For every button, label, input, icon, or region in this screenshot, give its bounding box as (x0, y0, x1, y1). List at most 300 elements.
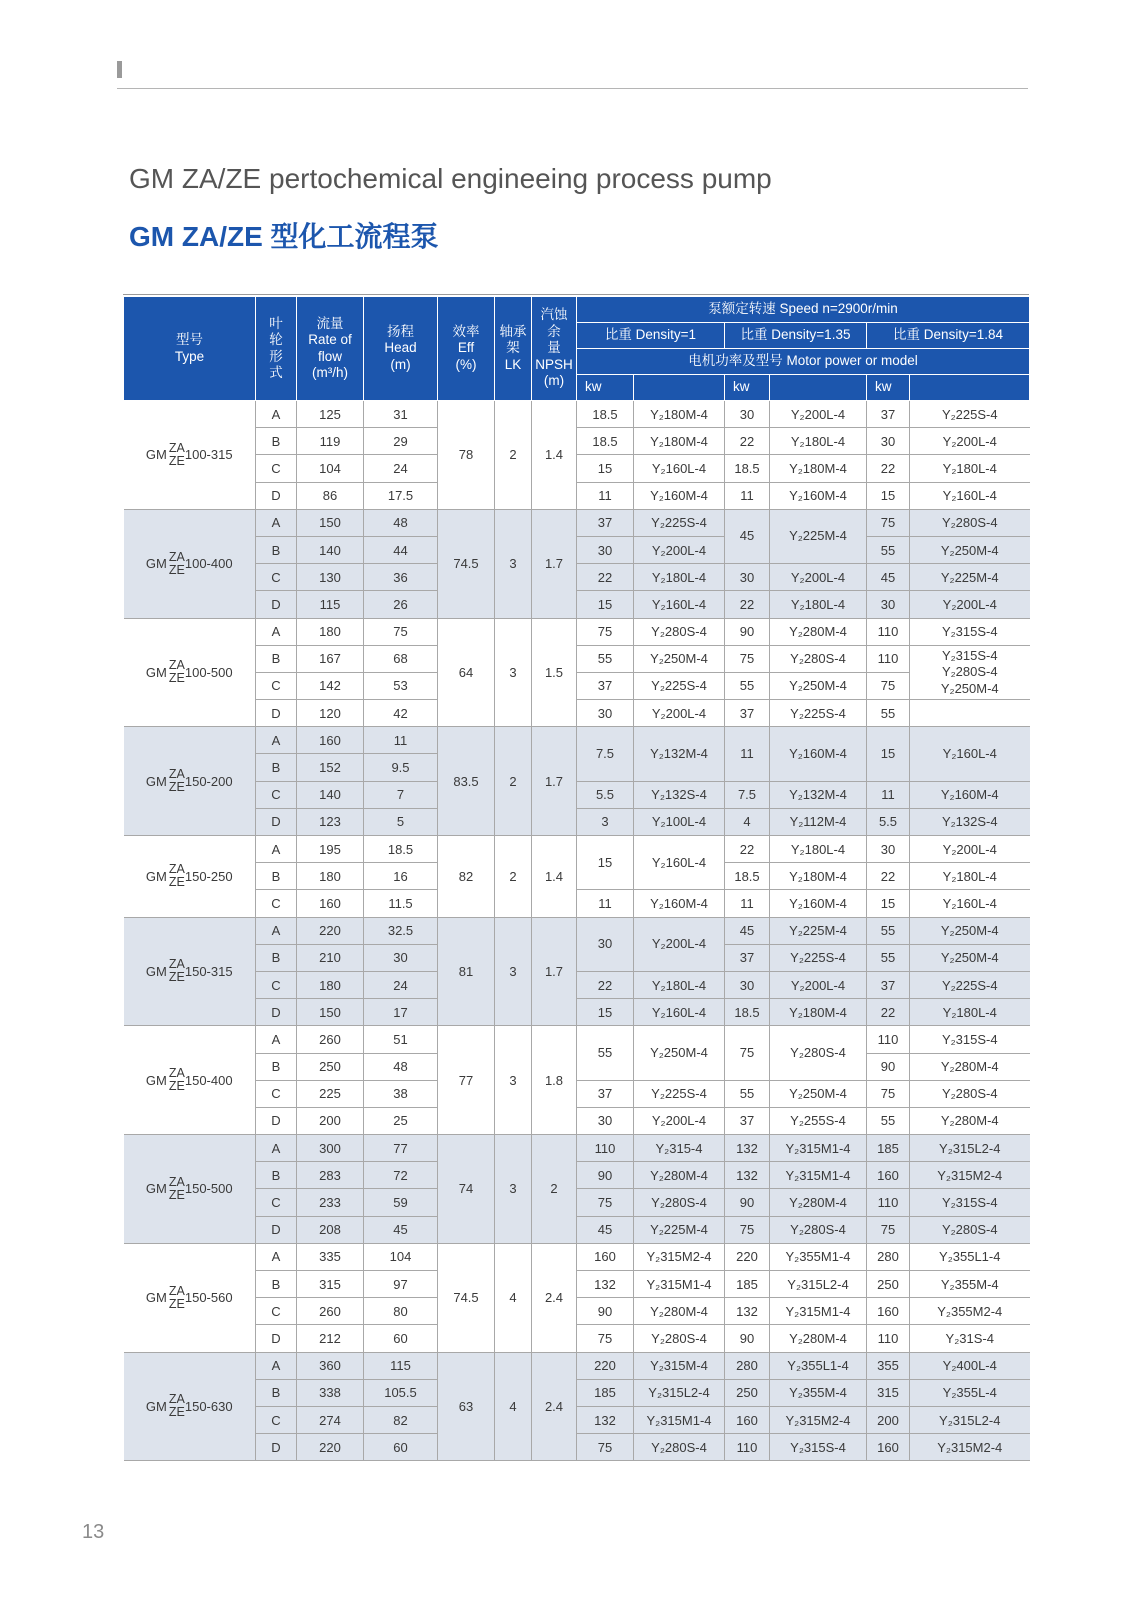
head-cell: 44 (364, 536, 438, 563)
flow-cell: 104 (297, 455, 364, 482)
power-kw-cell: 11 (725, 890, 770, 917)
model-size: 100-500 (184, 664, 233, 680)
motor-model-cell: Y₂280M-4 (634, 1298, 725, 1325)
power-kw-cell: 55 (577, 1026, 634, 1080)
power-kw-cell: 132 (577, 1406, 634, 1433)
power-kw-cell: 90 (725, 1325, 770, 1352)
impeller-cell: D (256, 1216, 297, 1243)
power-kw-cell: 30 (577, 917, 634, 971)
npsh-cell: 1.7 (532, 509, 577, 618)
motor-model-cell: Y₂315M2-4 (910, 1434, 1030, 1461)
table-row (124, 509, 1030, 536)
head-cell: 24 (364, 971, 438, 998)
flow-cell: 160 (297, 890, 364, 917)
head-cell: 97 (364, 1271, 438, 1298)
head-cell: 38 (364, 1080, 438, 1107)
model-variant-top: ZA (168, 440, 185, 455)
head-cell: 25 (364, 1107, 438, 1134)
power-kw-cell: 11 (867, 781, 910, 808)
model-prefix: GM (145, 664, 167, 680)
power-kw-cell: 11 (577, 482, 634, 509)
motor-model-cell: Y₂180L-4 (910, 863, 1030, 890)
power-kw-cell: 160 (725, 1406, 770, 1433)
impeller-cell: A (256, 618, 297, 645)
flow-cell: 119 (297, 428, 364, 455)
head-cell: 45 (364, 1216, 438, 1243)
impeller-cell: B (256, 1379, 297, 1406)
motor-model-cell: Y₂160L-4 (910, 482, 1030, 509)
motor-model-cell: Y₂160L-4 (634, 836, 725, 890)
motor-model-cell: Y₂255S-4 (770, 1107, 867, 1134)
header-head: 扬程 Head (m) (364, 297, 438, 401)
head-cell: 5 (364, 808, 438, 835)
impeller-cell: B (256, 1053, 297, 1080)
model-size: 150-560 (184, 1290, 233, 1306)
head-cell: 26 (364, 591, 438, 618)
flow-cell: 260 (297, 1026, 364, 1053)
impeller-cell: C (256, 564, 297, 591)
eff-cell: 78 (438, 401, 495, 510)
table-row (124, 482, 1030, 509)
header-motor: 电机功率及型号 Motor power or model (577, 349, 1030, 375)
motor-model-cell: Y₂280S-4 (634, 1189, 725, 1216)
page-title-chinese: GM ZA/ZE 型化工流程泵 (129, 221, 439, 252)
power-kw-cell: 110 (725, 1434, 770, 1461)
table-row (124, 591, 1030, 618)
power-kw-cell: 55 (725, 1080, 770, 1107)
table-row (124, 1406, 1030, 1433)
motor-model-cell: Y₂250M-4 (910, 917, 1030, 944)
power-kw-cell: 30 (867, 428, 910, 455)
table-row (124, 781, 1030, 808)
header-model-3 (910, 375, 1030, 401)
head-cell: 68 (364, 645, 438, 672)
model-variant-bottom: ZE (168, 1187, 185, 1202)
power-kw-cell: 200 (867, 1406, 910, 1433)
power-kw-cell: 55 (867, 536, 910, 563)
head-cell: 42 (364, 700, 438, 727)
model-variant-bottom: ZE (168, 1405, 185, 1420)
impeller-cell: A (256, 917, 297, 944)
motor-model-cell: Y₂225S-4 (770, 944, 867, 971)
model-variants (169, 1176, 185, 1202)
power-kw-cell: 160 (867, 1298, 910, 1325)
motor-model-cell: Y₂200L-4 (910, 836, 1030, 863)
model-variant-top: ZA (168, 862, 185, 877)
npsh-cell: 1.7 (532, 727, 577, 836)
motor-model-cell: Y₂100L-4 (634, 808, 725, 835)
npsh-cell: 2.4 (532, 1352, 577, 1461)
motor-model-cell: Y₂315L2-4 (910, 1135, 1030, 1162)
impeller-cell: C (256, 781, 297, 808)
power-kw-cell: 160 (867, 1434, 910, 1461)
motor-model-cell: Y₂315M1-4 (770, 1135, 867, 1162)
flow-cell: 152 (297, 754, 364, 781)
table-row (124, 455, 1030, 482)
power-kw-cell: 11 (725, 482, 770, 509)
motor-model-cell: Y₂160L-4 (634, 591, 725, 618)
model-group (124, 917, 1030, 1026)
head-cell: 53 (364, 672, 438, 699)
header-model-2 (770, 375, 867, 401)
motor-model-cell: Y₂225S-4 (634, 1080, 725, 1107)
motor-model-cell: Y₂180L-4 (770, 428, 867, 455)
table-row (124, 1243, 1030, 1270)
power-kw-cell: 220 (725, 1243, 770, 1270)
power-kw-cell: 18.5 (725, 455, 770, 482)
power-kw-cell: 22 (867, 863, 910, 890)
motor-model-cell: Y₂280M-4 (770, 618, 867, 645)
lk-cell: 2 (495, 401, 532, 510)
motor-model-cell: Y₂200L-4 (910, 428, 1030, 455)
head-cell: 77 (364, 1135, 438, 1162)
motor-model-cell: Y₂280S-4 (770, 1216, 867, 1243)
model-variants (169, 958, 185, 984)
impeller-cell: C (256, 1080, 297, 1107)
impeller-cell: B (256, 754, 297, 781)
power-kw-cell: 250 (725, 1379, 770, 1406)
power-kw-cell: 55 (867, 917, 910, 944)
model-name (124, 509, 256, 618)
flow-cell: 315 (297, 1271, 364, 1298)
flow-cell: 210 (297, 944, 364, 971)
motor-model-cell: Y₂280M-4 (634, 1162, 725, 1189)
header-kw-3: kw (867, 375, 910, 401)
power-kw-cell: 15 (867, 482, 910, 509)
table-row (124, 1352, 1030, 1379)
table-row (124, 808, 1030, 835)
lk-cell: 3 (495, 509, 532, 618)
flow-cell: 283 (297, 1162, 364, 1189)
head-cell: 48 (364, 509, 438, 536)
lk-cell: 3 (495, 618, 532, 727)
motor-model-cell: Y₂225M-4 (770, 917, 867, 944)
flow-cell: 260 (297, 1298, 364, 1325)
head-cell: 51 (364, 1026, 438, 1053)
model-prefix: GM (145, 963, 167, 979)
power-kw-cell: 30 (577, 1107, 634, 1134)
model-group (124, 727, 1030, 836)
motor-model-cell: Y₂355M1-4 (770, 1243, 867, 1270)
model-variants (169, 1285, 185, 1311)
motor-model-cell: Y₂200L-4 (634, 536, 725, 563)
motor-model-cell: Y₂180M-4 (770, 455, 867, 482)
power-kw-cell: 22 (725, 836, 770, 863)
power-kw-cell: 75 (725, 1216, 770, 1243)
power-kw-cell: 185 (867, 1135, 910, 1162)
motor-model-cell: Y₂315M2-4 (634, 1243, 725, 1270)
flow-cell: 338 (297, 1379, 364, 1406)
impeller-cell: C (256, 455, 297, 482)
impeller-cell: B (256, 944, 297, 971)
motor-model-cell: Y₂355L1-4 (910, 1243, 1030, 1270)
power-kw-cell: 185 (725, 1271, 770, 1298)
motor-model-cell: Y₂355M2-4 (910, 1298, 1030, 1325)
flow-cell: 200 (297, 1107, 364, 1134)
page-number: 13 (82, 1521, 105, 1543)
impeller-cell: D (256, 808, 297, 835)
flow-cell: 212 (297, 1325, 364, 1352)
impeller-cell: B (256, 645, 297, 672)
model-name (124, 618, 256, 727)
head-cell: 11 (364, 727, 438, 754)
motor-model-cell: Y₂315S-4 (910, 1026, 1030, 1053)
flow-cell: 233 (297, 1189, 364, 1216)
motor-model-cell: Y₂160L-4 (910, 890, 1030, 917)
head-cell: 24 (364, 455, 438, 482)
impeller-cell: D (256, 1434, 297, 1461)
model-name (124, 917, 256, 1026)
table-row (124, 1080, 1030, 1107)
motor-model-cell: Y₂225S-4 (910, 971, 1030, 998)
impeller-cell: B (256, 536, 297, 563)
power-kw-cell: 110 (867, 1325, 910, 1352)
motor-model-cell: Y₂200L-4 (910, 591, 1030, 618)
motor-model-cell: Y₂160L-4 (634, 455, 725, 482)
flow-cell: 123 (297, 808, 364, 835)
motor-model-cell: Y₂355L1-4 (770, 1352, 867, 1379)
power-kw-cell: 110 (867, 1189, 910, 1216)
model-name (124, 1352, 256, 1461)
power-kw-cell: 75 (577, 1189, 634, 1216)
power-kw-cell: 30 (725, 564, 770, 591)
header-kw-1: kw (577, 375, 634, 401)
impeller-cell: D (256, 591, 297, 618)
motor-model-cell: Y₂225M-4 (770, 509, 867, 563)
table-row (124, 999, 1030, 1026)
power-kw-cell: 90 (577, 1298, 634, 1325)
model-group (124, 1243, 1030, 1352)
impeller-cell: D (256, 1325, 297, 1352)
flow-cell: 125 (297, 401, 364, 428)
flow-cell: 150 (297, 509, 364, 536)
motor-model-cell: Y₂160M-4 (634, 482, 725, 509)
model-size: 150-630 (184, 1398, 233, 1414)
power-kw-cell: 280 (725, 1352, 770, 1379)
flow-cell: 115 (297, 591, 364, 618)
motor-model-cell: Y₂315M-4 (634, 1352, 725, 1379)
power-kw-cell: 15 (867, 890, 910, 917)
motor-model-cell: Y₂315S-4 Y₂280S-4 Y₂250M-4 (910, 645, 1030, 699)
motor-model-cell: Y₂200L-4 (770, 401, 867, 428)
flow-cell: 150 (297, 999, 364, 1026)
power-kw-cell: 37 (577, 509, 634, 536)
header-npsh: 汽蚀余 量 NPSH (m) (532, 297, 577, 401)
flow-cell: 250 (297, 1053, 364, 1080)
lk-cell: 2 (495, 727, 532, 836)
motor-model-cell: Y₂112M-4 (770, 808, 867, 835)
model-prefix: GM (145, 1398, 167, 1414)
model-variant-bottom: ZE (168, 671, 185, 686)
power-kw-cell: 37 (577, 1080, 634, 1107)
model-variants (169, 659, 185, 685)
eff-cell: 77 (438, 1026, 495, 1135)
head-cell: 7 (364, 781, 438, 808)
model-variants (169, 863, 185, 889)
motor-model-cell: Y₂200L-4 (634, 917, 725, 971)
npsh-cell: 1.7 (532, 917, 577, 1026)
model-prefix: GM (145, 447, 167, 463)
motor-model-cell: Y₂180L-4 (634, 971, 725, 998)
head-cell: 82 (364, 1406, 438, 1433)
head-cell: 17 (364, 999, 438, 1026)
header-density-184: 比重 Density=1.84 (867, 323, 1030, 349)
power-kw-cell: 18.5 (577, 428, 634, 455)
power-kw-cell: 55 (867, 1107, 910, 1134)
impeller-cell: C (256, 1406, 297, 1433)
motor-model-cell: Y₂160M-4 (770, 727, 867, 781)
motor-model-cell: Y₂280S-4 (910, 509, 1030, 536)
flow-cell: 208 (297, 1216, 364, 1243)
head-cell: 17.5 (364, 482, 438, 509)
flow-cell: 140 (297, 536, 364, 563)
power-kw-cell: 15 (867, 727, 910, 781)
power-kw-cell: 11 (577, 890, 634, 917)
power-kw-cell: 110 (867, 645, 910, 672)
model-variant-top: ZA (168, 1174, 185, 1189)
motor-model-cell: Y₂250M-4 (634, 1026, 725, 1080)
motor-model-cell: Y₂180L-4 (910, 455, 1030, 482)
power-kw-cell: 3 (577, 808, 634, 835)
motor-model-cell: Y₂180L-4 (634, 564, 725, 591)
model-variant-bottom: ZE (168, 1296, 185, 1311)
motor-model-cell: Y₂250M-4 (770, 672, 867, 699)
power-kw-cell: 5.5 (867, 808, 910, 835)
impeller-cell: C (256, 672, 297, 699)
motor-model-cell: Y₂315-4 (634, 1135, 725, 1162)
motor-model-cell: Y₂250M-4 (910, 944, 1030, 971)
motor-model-cell: Y₂280S-4 (910, 1216, 1030, 1243)
motor-model-cell: Y₂200L-4 (634, 1107, 725, 1134)
head-cell: 29 (364, 428, 438, 455)
power-kw-cell: 30 (725, 971, 770, 998)
npsh-cell: 1.4 (532, 401, 577, 510)
flow-cell: 160 (297, 727, 364, 754)
power-kw-cell: 22 (577, 971, 634, 998)
motor-model-cell: Y₂280M-4 (910, 1053, 1030, 1080)
flow-cell: 195 (297, 836, 364, 863)
motor-model-cell: Y₂225S-4 (634, 509, 725, 536)
power-kw-cell: 90 (725, 1189, 770, 1216)
header-density-1: 比重 Density=1 (577, 323, 725, 349)
model-name (124, 836, 256, 918)
motor-model-cell: Y₂180L-4 (770, 836, 867, 863)
header-rule (117, 88, 1028, 89)
power-kw-cell: 110 (867, 618, 910, 645)
lk-cell: 2 (495, 836, 532, 918)
eff-cell: 63 (438, 1352, 495, 1461)
model-variant-top: ZA (168, 1392, 185, 1407)
flow-cell: 180 (297, 863, 364, 890)
motor-model-cell: Y₂132M-4 (634, 727, 725, 781)
table-row (124, 1189, 1030, 1216)
header-impeller: 叶 轮 形 式 (256, 297, 297, 401)
impeller-cell: B (256, 428, 297, 455)
power-kw-cell: 37 (725, 700, 770, 727)
motor-model-cell: Y₂400L-4 (910, 1352, 1030, 1379)
power-kw-cell: 110 (577, 1135, 634, 1162)
table-header (124, 297, 1030, 401)
npsh-cell: 2.4 (532, 1243, 577, 1352)
power-kw-cell: 18.5 (725, 863, 770, 890)
motor-model-cell: Y₂132S-4 (910, 808, 1030, 835)
model-variants (169, 1393, 185, 1419)
model-group (124, 401, 1030, 510)
head-cell: 31 (364, 401, 438, 428)
model-variant-top: ZA (168, 767, 185, 781)
head-cell: 104 (364, 1243, 438, 1270)
power-kw-cell: 280 (867, 1243, 910, 1270)
power-kw-cell: 15 (577, 836, 634, 890)
power-kw-cell: 30 (577, 536, 634, 563)
motor-model-cell: Y₂250M-4 (910, 536, 1030, 563)
model-size: 100-315 (184, 447, 233, 463)
power-kw-cell: 185 (577, 1379, 634, 1406)
head-cell: 80 (364, 1298, 438, 1325)
header-density-135: 比重 Density=1.35 (725, 323, 867, 349)
power-kw-cell: 90 (725, 618, 770, 645)
header-eff: 效率 Eff (%) (438, 297, 495, 401)
motor-model-cell: Y₂280S-4 (634, 1325, 725, 1352)
power-kw-cell: 132 (725, 1298, 770, 1325)
table-row (124, 1216, 1030, 1243)
motor-model-cell: Y₂315L2-4 (634, 1379, 725, 1406)
impeller-cell: D (256, 482, 297, 509)
motor-model-cell: Y₂160M-4 (770, 890, 867, 917)
power-kw-cell: 250 (867, 1271, 910, 1298)
impeller-cell: A (256, 1026, 297, 1053)
motor-model-cell: Y₂280S-4 (634, 618, 725, 645)
impeller-cell: D (256, 1107, 297, 1134)
power-kw-cell: 45 (577, 1216, 634, 1243)
table-row (124, 1026, 1030, 1053)
power-kw-cell: 11 (725, 727, 770, 781)
power-kw-cell: 7.5 (725, 781, 770, 808)
power-kw-cell: 75 (725, 1026, 770, 1080)
table-row (124, 890, 1030, 917)
head-cell: 9.5 (364, 754, 438, 781)
model-prefix: GM (145, 868, 167, 884)
power-kw-cell: 75 (577, 618, 634, 645)
head-cell: 72 (364, 1162, 438, 1189)
power-kw-cell: 75 (577, 1434, 634, 1461)
motor-model-cell: Y₂280M-4 (770, 1325, 867, 1352)
npsh-cell: 1.8 (532, 1026, 577, 1135)
model-name (124, 1135, 256, 1244)
motor-model-cell: Y₂250M-4 (770, 1080, 867, 1107)
power-kw-cell: 45 (725, 917, 770, 944)
motor-model-cell: Y₂225M-4 (634, 1216, 725, 1243)
motor-model-cell: Y₂355L-4 (910, 1379, 1030, 1406)
power-kw-cell: 55 (725, 672, 770, 699)
flow-cell: 180 (297, 971, 364, 998)
power-kw-cell: 7.5 (577, 727, 634, 781)
motor-model-cell: Y₂315M1-4 (634, 1271, 725, 1298)
power-kw-cell: 90 (867, 1053, 910, 1080)
power-kw-cell: 75 (577, 1325, 634, 1352)
table-top-rule (123, 294, 1029, 295)
impeller-cell: B (256, 1162, 297, 1189)
header-flow: 流量 Rate of flow (m³/h) (297, 297, 364, 401)
head-cell: 75 (364, 618, 438, 645)
table-row (124, 1135, 1030, 1162)
flow-cell: 120 (297, 700, 364, 727)
model-variants (169, 1067, 185, 1093)
motor-model-cell: Y₂280S-4 (770, 1026, 867, 1080)
motor-model-cell: Y₂225S-4 (770, 700, 867, 727)
motor-model-cell: Y₂250M-4 (634, 645, 725, 672)
model-name (124, 727, 256, 836)
